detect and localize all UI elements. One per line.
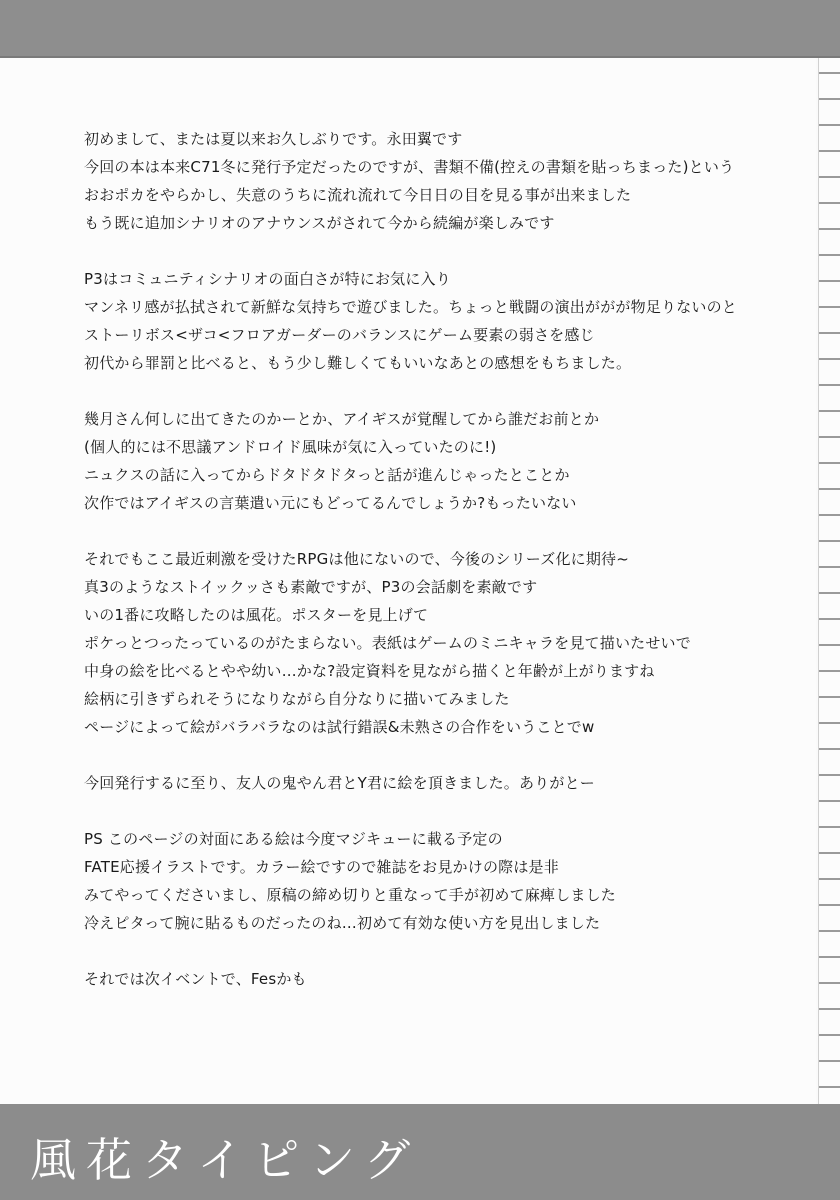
- paragraph-gap: [84, 940, 764, 968]
- paragraph-story-comments: [84, 408, 764, 514]
- text-line: 幾月さん何しに出てきたのかーとか、アイギスが覚醒してから誰だお前とか: [84, 410, 600, 428]
- text-line: もう既に追加シナリオのアナウンスがされて今から続編が楽しみです: [84, 214, 555, 232]
- text-line: 今回発行するに至り、友人の鬼やん君とY君に絵を頂きました。ありがとー: [84, 774, 595, 792]
- text-line: マンネリ感が払拭されて新鮮な気持ちで遊びました。ちょっと戦闘の演出ががが物足りないのと: [84, 298, 738, 316]
- paragraph-gap: [84, 380, 764, 408]
- text-line: 初代から罪罰と比べると、もう少し難しくてもいいなあとの感想をもちました。: [84, 354, 632, 372]
- text-line: それでは次イベントで、Fesかも: [84, 970, 307, 988]
- text-line: 絵柄に引きずられそうになりながら自分なりに描いてみました: [84, 690, 510, 708]
- text-line: それでもここ最近刺激を受けたRPGは他にないので、今後のシリーズ化に期待~: [84, 550, 630, 568]
- spiral-binding-edge: [818, 58, 840, 1104]
- paragraph-closing: [84, 968, 764, 990]
- paragraph-thanks: [84, 772, 764, 794]
- paragraph-greeting: [84, 128, 764, 234]
- text-line: 中身の絵を比べるとやや幼い…かな?設定資料を見ながら描くと年齢が上がりますね: [84, 662, 655, 680]
- paragraph-artwork-notes: [84, 548, 764, 738]
- text-line: いの1番に攻略したのは風花。ポスターを見上げて: [84, 606, 429, 624]
- paragraph-gap: [84, 744, 764, 772]
- text-line: ストーリボス<ザコ<フロアガーダーのバランスにゲーム要素の弱さを感じ: [84, 326, 595, 344]
- text-line: (個人的には不思議アンドロイド風味が気に入っていたのに!): [84, 438, 497, 456]
- top-gray-band: [0, 0, 840, 58]
- text-line: ページによって絵がバラバラなのは試行錯誤&未熟さの合作をいうことでw: [84, 718, 595, 736]
- text-line: 今回の本は本来C71冬に発行予定だったのですが、書類不備(控えの書類を貼っちまった)という: [84, 158, 735, 176]
- text-line: PS このページの対面にある絵は今度マジキューに載る予定の: [84, 830, 503, 848]
- paragraph-gap: [84, 520, 764, 548]
- text-line: 次作ではアイギスの言葉遣い元にもどってるんでしょうか?もったいない: [84, 494, 577, 512]
- afterword-text: [84, 128, 764, 996]
- text-line: 真3のようなストイックッさも素敵ですが、P3の会話劇を素敵です: [84, 578, 538, 596]
- footer-title: 風花タイピング: [30, 1133, 421, 1187]
- paragraph-gap: [84, 240, 764, 268]
- text-line: ポケっとつったっているのがたまらない。表紙はゲームのミニキャラを見て描いたせいで: [84, 634, 691, 652]
- paragraph-gap: [84, 800, 764, 828]
- text-line: みてやってくださいまし、原稿の締め切りと重なって手が初めて麻痺しました: [84, 886, 617, 904]
- text-line: 初めまして、または夏以来お久しぶりです。永田翼です: [84, 130, 463, 148]
- text-line: 冷えピタって腕に貼るものだったのね…初めて有効な使い方を見出しました: [84, 914, 601, 932]
- text-line: P3はコミュニティシナリオの面白さが特にお気に入り: [84, 270, 451, 288]
- text-line: おおポカをやらかし、失意のうちに流れ流れて今日日の目を見る事が出来ました: [84, 186, 632, 204]
- text-line: ニュクスの話に入ってからドタドタドタっと話が進んじゃったとことか: [84, 466, 570, 484]
- paragraph-p3-impressions: [84, 268, 764, 374]
- paragraph-postscript: [84, 828, 764, 934]
- text-line: FATE応援イラストです。カラー絵ですので雑誌をお見かけの際は是非: [84, 858, 559, 876]
